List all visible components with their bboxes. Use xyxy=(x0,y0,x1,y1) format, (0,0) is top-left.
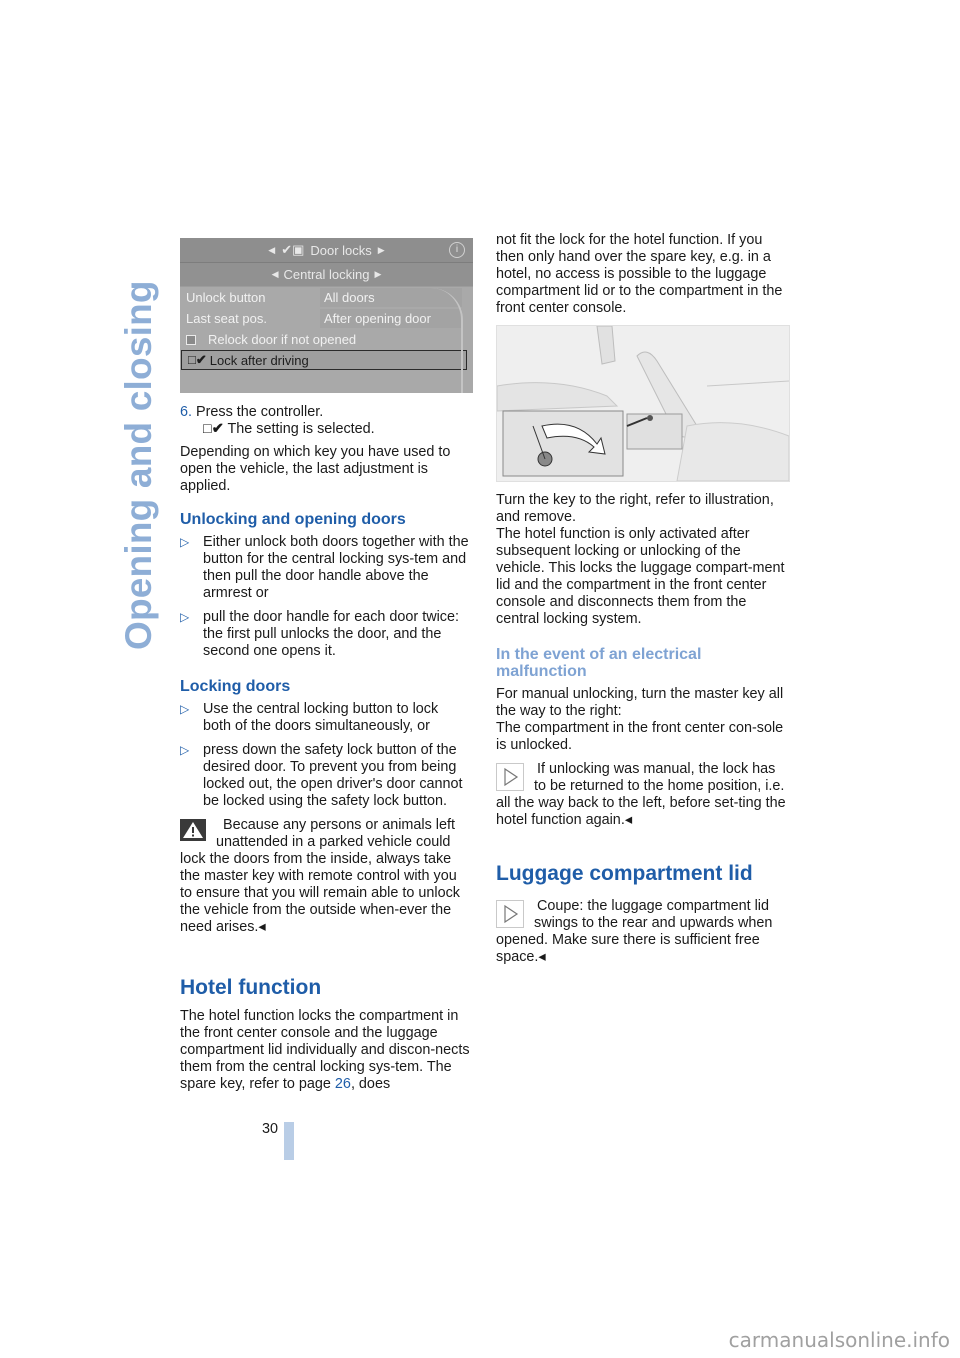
hotel-paragraph-3: The hotel function is only activated after subsequent locking or unlocking of the vehicle. This locks the luggage compart-ment lid and the compartment in the front center console and disconnects them from the central locking system. xyxy=(496,526,785,627)
scroll-arc xyxy=(431,288,463,393)
door-lock-icon: ✔▣ xyxy=(281,242,305,257)
text: , does xyxy=(350,1076,391,1092)
bullet-item xyxy=(180,534,470,602)
heading-luggage-compartment-lid: Luggage compartment lid xyxy=(496,862,753,885)
checked-setting-icon: □✔ xyxy=(203,421,224,437)
chapter-title-text: Opening and closing xyxy=(118,280,159,650)
right-column-top xyxy=(496,232,791,317)
note-triangle-icon xyxy=(496,763,524,791)
note-block xyxy=(496,761,791,829)
heading-unlocking: Unlocking and opening doors xyxy=(180,511,406,528)
screen-subheader: ◀ Central locking ▶ xyxy=(180,263,473,287)
bullet-triangle-icon: ▷ xyxy=(180,743,190,757)
note-block xyxy=(496,898,791,966)
bullet-item xyxy=(180,701,470,735)
chapter-side-title xyxy=(108,230,168,650)
page-number-bar xyxy=(284,1122,294,1160)
bullet-text: press down the safety lock button of the desired door. To prevent you from being locked out, the open driver's door cannot be locked using the safety lock button. xyxy=(203,742,463,809)
note-text: Coupe: the luggage compartment lid swings to the rear and upwards when opened. Make sure there is sufficient free space.◂ xyxy=(496,898,773,965)
idrive-screen-image xyxy=(180,238,473,393)
bullet-text: Use the central locking button to lock both of the doors simultaneously, or xyxy=(203,701,439,734)
left-column xyxy=(180,404,470,1093)
hotel-paragraph-1-continued: not fit the lock for the hotel function. If you then only hand over the spare key, e.g. in a hotel, no access is possible to the luggage compartment lid or to the compartment in the front center console. xyxy=(496,232,783,316)
step-6 xyxy=(180,404,470,421)
right-column-bottom xyxy=(496,492,791,966)
hotel-paragraph-2: Turn the key to the right, refer to illustration, and remove. xyxy=(496,492,774,525)
page-number: 30 xyxy=(262,1121,279,1137)
screen-row-unlock-button xyxy=(180,287,473,308)
hotel-paragraph-1 xyxy=(180,1008,470,1093)
console-lock-illustration xyxy=(496,325,790,482)
screen-header: ◀ ✔▣ Door locks ▶ i xyxy=(180,238,473,263)
heading-electrical-malfunction: In the event of an electrical malfunction xyxy=(496,646,702,680)
info-icon: i xyxy=(449,242,465,258)
bullet-triangle-icon: ▷ xyxy=(180,702,190,716)
electrical-paragraph-1: For manual unlocking, turn the master key all the way to the right: xyxy=(496,686,784,719)
paragraph-depending: Depending on which key you have used to open the vehicle, the last adjustment is applied. xyxy=(180,444,451,494)
heading-locking: Locking doors xyxy=(180,678,291,695)
step-number: 6. xyxy=(180,404,193,420)
warning-block xyxy=(180,817,470,936)
row-value: All doors xyxy=(320,288,462,307)
electrical-paragraph-2: The compartment in the front center con-sole is unlocked. xyxy=(496,720,784,753)
bullet-triangle-icon: ▷ xyxy=(180,535,190,549)
screen-subheader-text: Central locking xyxy=(283,267,370,282)
bullet-triangle-icon: ▷ xyxy=(180,610,190,624)
row-label: Last seat pos. xyxy=(186,311,267,326)
bullet-item xyxy=(180,609,470,660)
step-result-text: The setting is selected. xyxy=(227,421,375,437)
row-value: After opening door xyxy=(320,309,462,328)
step-text: Press the controller. xyxy=(196,404,324,420)
screen-header-text: Door locks xyxy=(310,242,372,258)
watermark: carmanualsonline.info xyxy=(728,1328,950,1352)
row-label: Lock after driving xyxy=(209,352,309,368)
row-label: Unlock button xyxy=(186,290,266,305)
bullet-text: pull the door handle for each door twice: the first pull unlocks the door, and the second one opens it. xyxy=(203,609,459,659)
warning-icon xyxy=(180,819,206,841)
screen-row-lock-after-driving xyxy=(181,350,467,370)
bullet-text: Either unlock both doors together with the button for the central locking sys-tem and then pull the door handle above the armrest or xyxy=(203,534,469,601)
heading-hotel-function: Hotel function xyxy=(180,976,322,999)
screen-row-last-seat xyxy=(180,308,473,329)
note-triangle-icon xyxy=(496,900,524,928)
bullet-item xyxy=(180,742,470,810)
note-text: If unlocking was manual, the lock has to be returned to the home position, i.e. all the way back to the left, before set-ting the hotel function again.◂ xyxy=(496,761,786,828)
step-6-result xyxy=(180,421,470,438)
page-reference-link[interactable]: 26 xyxy=(334,1076,351,1092)
warning-text: Because any persons or animals left unattended in a parked vehicle could lock the doors from the inside, always take the master key with remote control with you to ensure that you will remain able to unlock the vehicle from the outside when-ever the need arises.◂ xyxy=(180,817,460,935)
screen-row-relock xyxy=(180,329,473,350)
checkbox-unchecked-icon xyxy=(186,335,196,345)
checkbox-checked-icon: □✔ xyxy=(188,352,207,367)
row-label: Relock door if not opened xyxy=(208,332,357,347)
text: The hotel function locks the compartment in the front center console and the luggage compartment lid individually and discon-nects them from the central locking sys-tem. The spare key, refer to page xyxy=(180,1008,470,1092)
